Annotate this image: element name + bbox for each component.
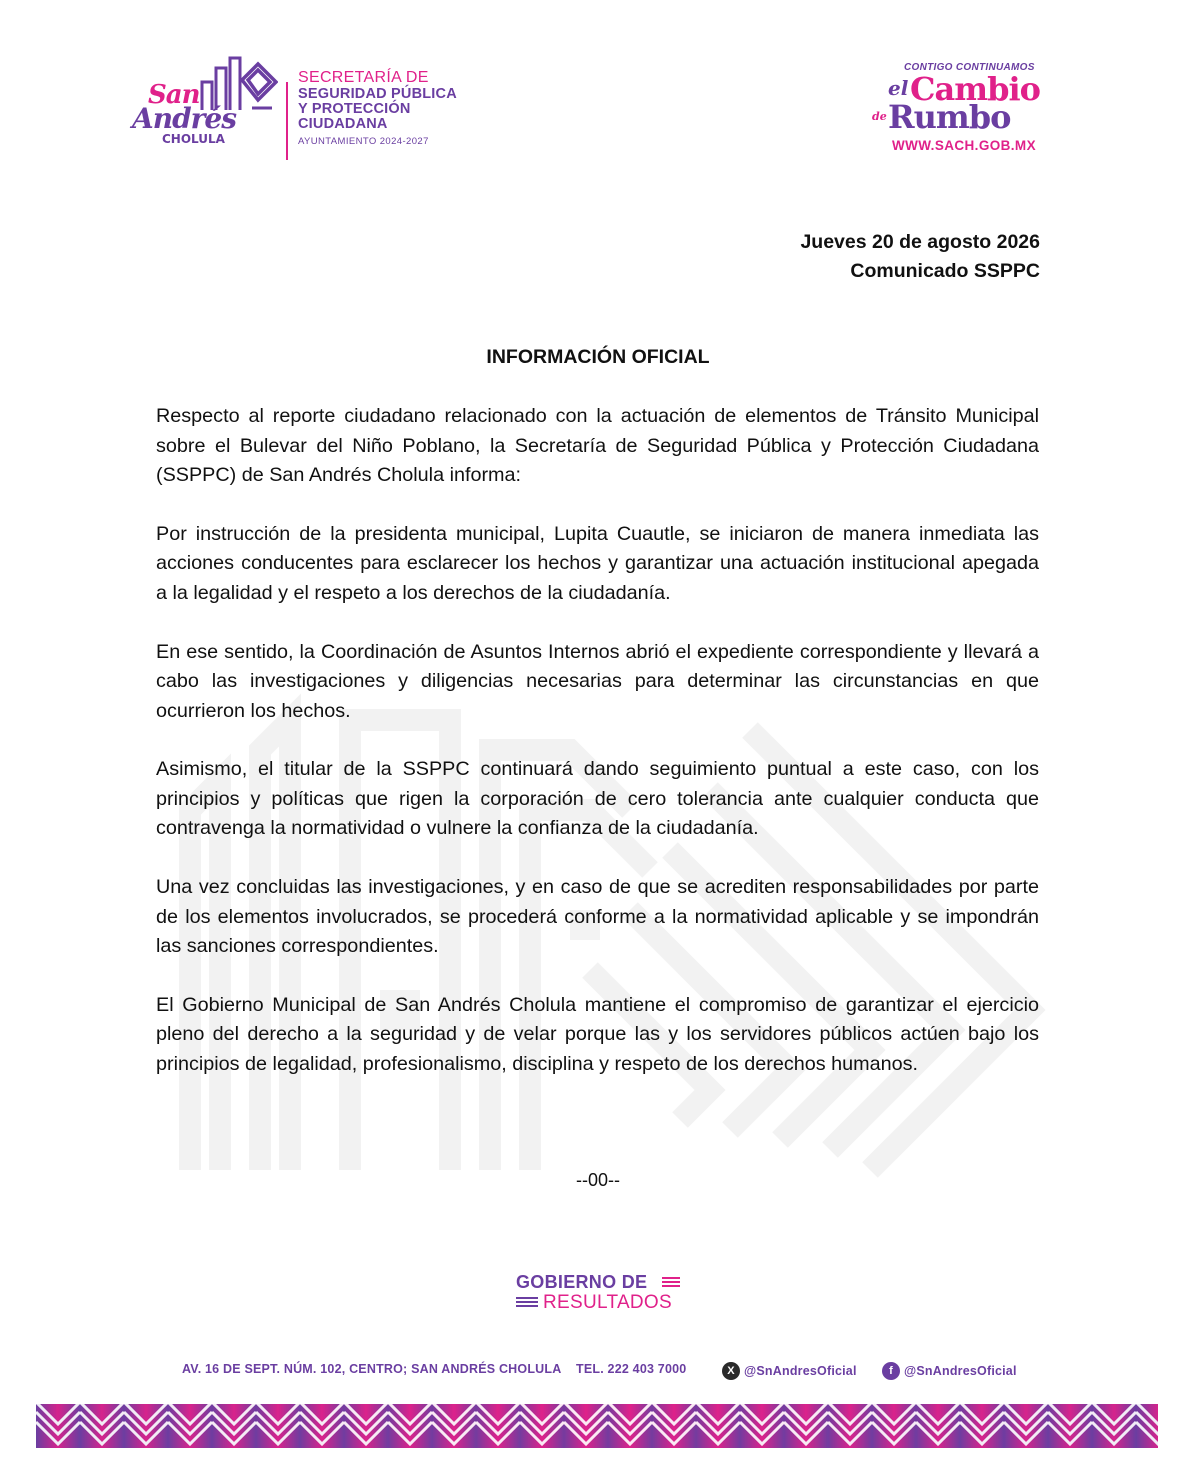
document-body xyxy=(156,402,1039,1109)
document-title: INFORMACIÓN OFICIAL xyxy=(486,346,710,368)
slogan-cambio: Cambio xyxy=(910,70,1040,108)
paragraph: Asimismo, el titular de la SSPPC continuará dando seguimiento puntual a este caso, con los principios y políticas que rigen la corporación de cero tolerancia ante cualquier conducta que contravenga la normatividad o vulnere la confianza de la ciudadanía. xyxy=(156,758,1039,840)
paragraph: Una vez concluidas las investigaciones, y en caso de que se acrediten responsabilidades por parte de los elementos involucrados, se procederá conforme a la normatividad aplicable y se impondrán las sanciones correspondientes. xyxy=(156,876,1039,958)
secretaria-line1: SECRETARÍA DE xyxy=(298,69,429,86)
date-block xyxy=(800,228,1040,286)
paragraph: El Gobierno Municipal de San Andrés Cholula mantiene el compromiso de garantizar el ejercicio pleno del derecho a la seguridad y de velar porque las y los servidores públicos actúen bajo los principios de legalidad, profesionalismo, disciplina y respeto de los derechos humanos. xyxy=(156,993,1039,1075)
logo-stripes xyxy=(662,1277,680,1289)
facebook-icon: f xyxy=(882,1362,900,1380)
release-date: Jueves 20 de agosto 2026 xyxy=(800,231,1040,253)
footer-facebook-link[interactable] xyxy=(882,1362,1017,1380)
footer-phone[interactable]: TEL. 222 403 7000 xyxy=(576,1362,687,1376)
x-logo-icon: X xyxy=(722,1362,740,1380)
paragraph: Respecto al reporte ciudadano relacionado con la actuación de elementos de Tránsito Municipal sobre el Bulevar del Niño Poblano, la Secretaría de Seguridad Pública y Protección Ciudadana (SSPPC) de San Andrés Cholula informa: xyxy=(156,405,1039,486)
facebook-handle: @SnAndresOficial xyxy=(904,1364,1017,1378)
ayuntamiento-period: AYUNTAMIENTO 2024-2027 xyxy=(298,136,429,148)
secretaria-line4: CIUDADANA xyxy=(298,116,388,133)
paragraph: En ese sentido, la Coordinación de Asuntos Internos abrió el expediente correspondiente y llevará a cabo las investigaciones y diligencias necesarias para determinar las circunstancias en que ocurrieron los hechos. xyxy=(156,640,1039,722)
secretaria-line2: SEGURIDAD PÚBLICA xyxy=(298,85,457,102)
slogan-rumbo: Rumbo xyxy=(888,98,1011,136)
secretaria-line3: Y PROTECCIÓN xyxy=(298,101,411,118)
release-type: Comunicado SSPPC xyxy=(850,260,1040,282)
secretaria-name xyxy=(298,70,457,147)
x-handle: @SnAndresOficial xyxy=(744,1364,857,1378)
website-url[interactable]: WWW.SACH.GOB.MX xyxy=(892,138,1036,153)
gobierno-line2: RESULTADOS xyxy=(543,1292,672,1313)
paragraph: Por instrucción de la presidenta municipal, Lupita Cuautle, se iniciaron de manera inmediata las acciones conducentes para esclarecer los hechos y garantizar una actuación institucional apegada a la legalidad y el respeto a los derechos de la ciudadanía. xyxy=(156,522,1039,604)
decorative-band xyxy=(36,1404,1158,1448)
brand-cholula: CHOLULA xyxy=(162,132,225,146)
gobierno-de-resultados-logo xyxy=(516,1272,696,1316)
footer-x-link[interactable] xyxy=(722,1362,857,1380)
brand-san: San xyxy=(148,80,200,110)
logo-divider xyxy=(286,82,288,160)
slogan-el: el xyxy=(888,76,909,100)
sspc-logo xyxy=(128,52,488,162)
closing-mark: --00-- xyxy=(576,1170,620,1190)
footer-address: AV. 16 DE SEPT. NÚM. 102, CENTRO; SAN ANDRÉS CHOLULA xyxy=(182,1362,562,1376)
slogan-de: de xyxy=(872,110,887,123)
logo-stripes xyxy=(516,1297,538,1309)
brand-andres: Andrés xyxy=(132,102,236,135)
slogan-contigo: CONTIGO CONTINUAMOS xyxy=(904,62,1035,73)
gobierno-line1: GOBIERNO DE xyxy=(516,1272,648,1292)
cambio-de-rumbo-logo xyxy=(868,62,1068,162)
